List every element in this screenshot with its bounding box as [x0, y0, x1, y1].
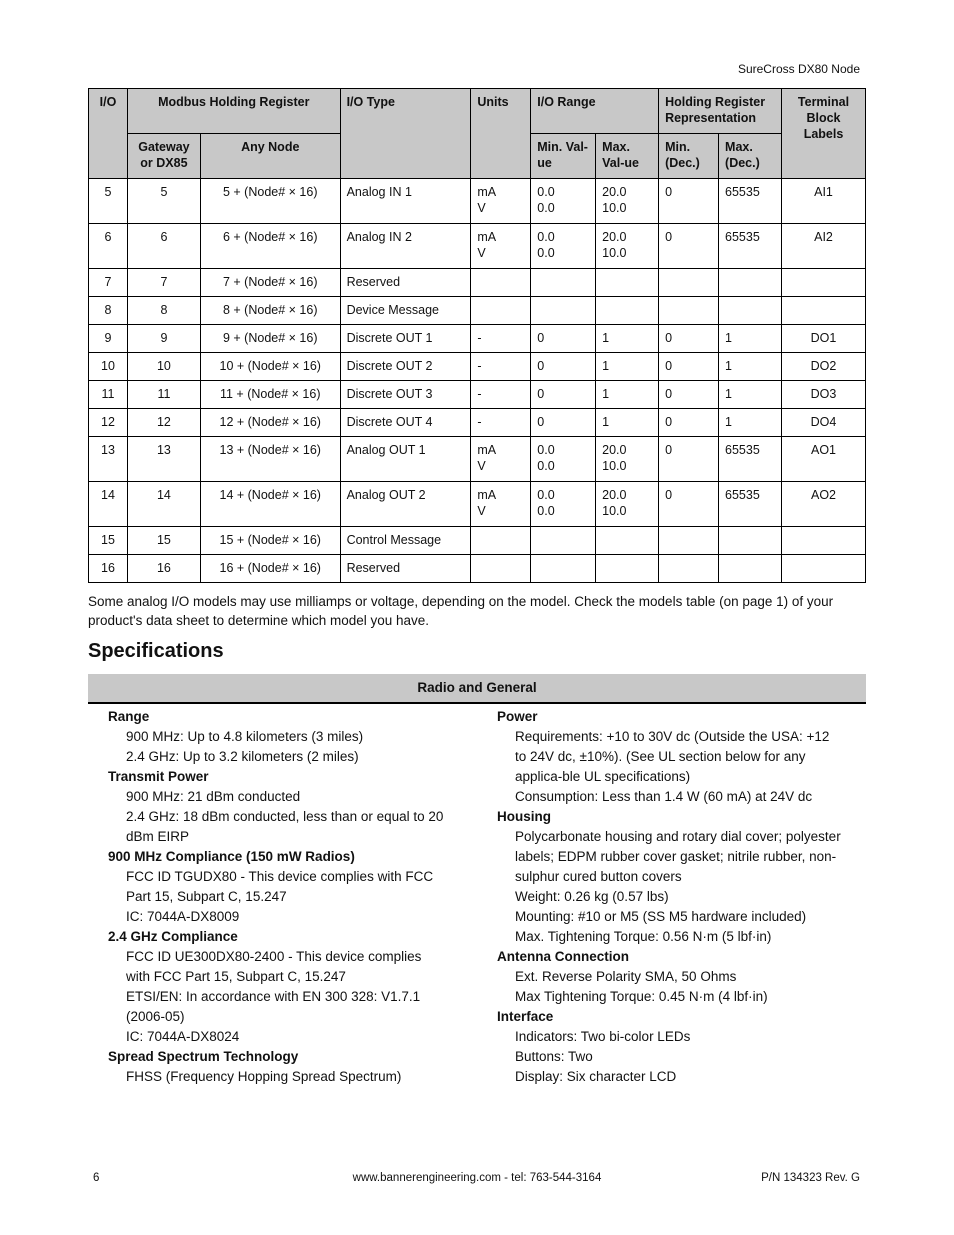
cell-terminal-label: [781, 555, 865, 583]
cell-max-dec: [719, 224, 782, 269]
cell-max-val-value: 20.0: [602, 488, 627, 502]
table-row: [89, 224, 866, 269]
cell-terminal-label: [781, 269, 865, 297]
cell-gateway-value: 10: [156, 359, 171, 373]
cell-io-value: 7: [104, 275, 112, 289]
cell-io-type: [340, 353, 471, 381]
table-row: [89, 297, 866, 325]
cell-gateway-value: 12: [156, 415, 171, 429]
cell-min-val-value: 0.0: [537, 185, 555, 199]
spec-line: Ext. Reverse Polarity SMA, 50 Ohms: [515, 969, 737, 984]
cell-any-node: [200, 179, 340, 224]
cell-min-val: [531, 555, 596, 583]
spec-heading: Transmit Power: [108, 769, 209, 784]
table-row: [89, 325, 866, 353]
cell-any-node-value: 15 + (Node# × 16): [219, 533, 321, 547]
cell-max-val: [596, 381, 659, 409]
cell-min-val: [531, 224, 596, 269]
cell-gateway-value: 13: [156, 443, 171, 457]
cell-io-type-value: Reserved: [346, 561, 401, 575]
cell-terminal-label-value: AI2: [814, 230, 833, 244]
cell-terminal-label: [781, 297, 865, 325]
cell-any-node: [200, 297, 340, 325]
cell-max-val-value: 1: [602, 359, 610, 373]
cell-min-dec-value: 0: [665, 359, 673, 373]
cell-terminal-label: [781, 527, 865, 555]
table-row: [89, 555, 866, 583]
cell-gateway: [127, 269, 200, 297]
spec-column-right: [497, 707, 842, 1087]
cell-gateway: [127, 555, 200, 583]
cell-min-dec: [659, 527, 719, 555]
cell-io-type: [340, 527, 471, 555]
cell-io: [89, 224, 128, 269]
cell-min-dec-value: 0: [665, 488, 673, 502]
cell-any-node-value: 12 + (Node# × 16): [219, 415, 321, 429]
cell-terminal-label-value: AI1: [814, 185, 833, 199]
cell-min-val-value: 0.0: [537, 488, 555, 502]
cell-min-val-value: 0: [537, 331, 545, 345]
cell-min-val-value: 0.0: [537, 443, 555, 457]
cell-any-node: [200, 269, 340, 297]
cell-io: [89, 179, 128, 224]
cell-io-type-value: Discrete OUT 4: [346, 415, 433, 429]
spec-heading: Range: [108, 709, 150, 724]
cell-max-dec-value: 1: [725, 387, 732, 401]
cell-gateway: [127, 409, 200, 437]
cell-min-val-value: 0.0: [537, 230, 555, 244]
cell-io-value: 14: [101, 488, 115, 502]
cell-min-val-value: 0: [537, 415, 545, 429]
cell-max-val-value: 10.0: [602, 201, 627, 215]
cell-max-val: [596, 409, 659, 437]
cell-io-value: 15: [101, 533, 115, 547]
running-header: SureCross DX80 Node: [737, 62, 860, 76]
spec-line: FHSS (Frequency Hopping Spread Spectrum): [126, 1069, 402, 1084]
cell-terminal-label-value: DO4: [810, 415, 837, 429]
col-header-gateway: Gateway or DX85: [127, 134, 200, 179]
col-header-any-node: Any Node: [200, 134, 340, 179]
cell-max-val: [596, 269, 659, 297]
spec-line: Display: Six character LCD: [515, 1069, 677, 1084]
cell-io-type: [340, 555, 471, 583]
cell-gateway: [127, 527, 200, 555]
section-title: Specifications: [88, 640, 224, 662]
cell-terminal-label: [781, 409, 865, 437]
cell-min-dec-value: 0: [665, 387, 673, 401]
cell-max-val: [596, 297, 659, 325]
cell-gateway: [127, 482, 200, 527]
cell-io-type-value: Analog IN 1: [346, 185, 412, 199]
spec-heading: 2.4 GHz Compliance: [108, 929, 238, 944]
cell-gateway: [127, 297, 200, 325]
spec-line: ETSI/EN: In accordance with EN 300 328: V1.7.1 (2006-05): [126, 989, 421, 1024]
cell-max-dec: [719, 555, 782, 583]
cell-terminal-label-value: AO1: [810, 443, 836, 457]
cell-any-node: [200, 409, 340, 437]
cell-any-node: [200, 224, 340, 269]
cell-min-val-value: 0: [537, 387, 545, 401]
cell-units-value: V: [477, 459, 486, 473]
spec-line: Weight: 0.26 kg (0.57 lbs): [515, 889, 669, 904]
cell-units: [471, 381, 531, 409]
cell-io-value: 12: [101, 415, 115, 429]
cell-min-dec: [659, 409, 719, 437]
cell-any-node: [200, 482, 340, 527]
cell-io-type: [340, 269, 471, 297]
cell-max-val-value: 1: [602, 331, 610, 345]
cell-max-dec: [719, 482, 782, 527]
col-header-io: I/O: [89, 89, 128, 179]
cell-units-value: V: [477, 246, 486, 260]
cell-io: [89, 527, 128, 555]
cell-min-dec: [659, 297, 719, 325]
cell-any-node-value: 14 + (Node# × 16): [219, 488, 321, 502]
spec-column-left: [108, 707, 448, 1087]
cell-io: [89, 353, 128, 381]
col-header-io-type: I/O Type: [340, 89, 471, 179]
cell-max-dec-value: 65535: [725, 488, 760, 502]
cell-min-dec: [659, 179, 719, 224]
cell-units-value: -: [477, 415, 482, 429]
cell-any-node: [200, 555, 340, 583]
cell-io-type-value: Control Message: [346, 533, 442, 547]
cell-max-dec: [719, 381, 782, 409]
cell-max-val-value: 10.0: [602, 246, 627, 260]
cell-units-value: V: [477, 504, 486, 518]
cell-max-dec-value: 65535: [725, 230, 760, 244]
cell-io: [89, 381, 128, 409]
cell-any-node-value: 5 + (Node# × 16): [222, 185, 318, 199]
cell-terminal-label-value: DO2: [810, 359, 837, 373]
cell-gateway: [127, 437, 200, 482]
cell-gateway-value: 5: [160, 185, 168, 199]
cell-io-type: [340, 409, 471, 437]
cell-max-val-value: 1: [602, 387, 610, 401]
cell-min-val: [531, 437, 596, 482]
spec-line: 2.4 GHz: Up to 3.2 kilometers (2 miles): [126, 749, 359, 764]
cell-units: [471, 353, 531, 381]
col-header-max-dec: Max. (Dec.): [719, 134, 782, 179]
cell-gateway-value: 16: [156, 561, 171, 575]
spec-line: Polycarbonate housing and rotary dial cover; polyester labels; EDPM rubber cover gasket; nitrile rubber, non-sulphur cured button covers: [515, 829, 841, 884]
cell-max-val: [596, 179, 659, 224]
cell-any-node-value: 8 + (Node# × 16): [222, 303, 318, 317]
cell-io: [89, 482, 128, 527]
col-header-terminal: Terminal Block Labels: [781, 89, 865, 179]
cell-max-val: [596, 224, 659, 269]
cell-gateway-value: 6: [160, 230, 168, 244]
cell-any-node: [200, 353, 340, 381]
cell-gateway-value: 11: [157, 387, 171, 401]
cell-io-type: [340, 297, 471, 325]
cell-units-value: mA: [477, 443, 497, 457]
cell-max-dec-value: 65535: [725, 185, 760, 199]
cell-max-val-value: 10.0: [602, 459, 627, 473]
cell-gateway: [127, 179, 200, 224]
cell-any-node-value: 10 + (Node# × 16): [219, 359, 321, 373]
spec-line: Indicators: Two bi-color LEDs: [515, 1029, 691, 1044]
cell-io: [89, 297, 128, 325]
cell-max-dec: [719, 353, 782, 381]
cell-min-dec: [659, 381, 719, 409]
cell-units: [471, 555, 531, 583]
cell-terminal-label: [781, 381, 865, 409]
cell-any-node-value: 7 + (Node# × 16): [222, 275, 318, 289]
cell-min-dec: [659, 353, 719, 381]
cell-max-dec: [719, 269, 782, 297]
cell-min-val: [531, 409, 596, 437]
spec-line: 900 MHz: Up to 4.8 kilometers (3 miles): [126, 729, 364, 744]
cell-io-value: 16: [101, 561, 115, 575]
table-row: [89, 482, 866, 527]
spec-line: Mounting: #10 or M5 (SS M5 hardware included): [515, 909, 807, 924]
cell-min-dec-value: 0: [665, 230, 673, 244]
cell-any-node-value: 9 + (Node# × 16): [222, 331, 318, 345]
cell-io-type-value: Discrete OUT 1: [346, 331, 433, 345]
col-header-units: Units: [471, 89, 531, 179]
cell-max-val-value: 10.0: [602, 504, 627, 518]
spec-line: IC: 7044A-DX8024: [126, 1029, 240, 1044]
cell-max-val: [596, 527, 659, 555]
cell-io-type: [340, 179, 471, 224]
cell-io-type-value: Discrete OUT 2: [346, 359, 433, 373]
cell-units-value: mA: [477, 230, 497, 244]
cell-gateway: [127, 325, 200, 353]
cell-any-node: [200, 325, 340, 353]
cell-io-value: 5: [104, 185, 112, 199]
cell-io-value: 10: [101, 359, 115, 373]
spec-heading: Spread Spectrum Technology: [108, 1049, 299, 1064]
spec-line: IC: 7044A-DX8009: [126, 909, 240, 924]
cell-min-dec: [659, 437, 719, 482]
cell-io-type-value: Analog OUT 2: [346, 488, 426, 502]
table-row: [89, 381, 866, 409]
cell-io: [89, 555, 128, 583]
cell-io: [89, 325, 128, 353]
cell-units: [471, 297, 531, 325]
cell-min-val-value: 0.0: [537, 504, 555, 518]
cell-max-dec-value: 65535: [725, 443, 760, 457]
cell-max-dec: [719, 437, 782, 482]
cell-min-dec: [659, 325, 719, 353]
cell-terminal-label: [781, 224, 865, 269]
cell-units: [471, 269, 531, 297]
cell-units: [471, 409, 531, 437]
cell-units: [471, 437, 531, 482]
table-row: [89, 269, 866, 297]
cell-max-val: [596, 482, 659, 527]
page-number: 6: [93, 1172, 100, 1184]
cell-any-node-value: 11 + (Node# × 16): [219, 387, 321, 401]
spec-heading: Housing: [497, 809, 551, 824]
cell-min-val: [531, 482, 596, 527]
cell-min-val: [531, 269, 596, 297]
cell-min-val: [531, 179, 596, 224]
cell-io-type: [340, 437, 471, 482]
spec-line: Buttons: Two: [515, 1049, 593, 1064]
col-header-holding-rep: Holding Register Representation: [659, 89, 782, 134]
cell-max-val-value: 20.0: [602, 230, 627, 244]
cell-min-dec: [659, 482, 719, 527]
cell-max-dec-value: 1: [725, 359, 732, 373]
cell-min-dec-value: 0: [665, 185, 673, 199]
io-register-table: [88, 88, 866, 583]
cell-units: [471, 179, 531, 224]
spec-category-bar: Radio and General: [88, 674, 866, 704]
cell-any-node: [200, 437, 340, 482]
col-header-io-range: I/O Range: [531, 89, 659, 134]
cell-terminal-label: [781, 353, 865, 381]
cell-gateway: [127, 381, 200, 409]
table-row: [89, 527, 866, 555]
cell-units-value: V: [477, 201, 486, 215]
cell-units-value: mA: [477, 185, 497, 199]
cell-io: [89, 409, 128, 437]
cell-io-type-value: Discrete OUT 3: [346, 387, 433, 401]
cell-max-val-value: 20.0: [602, 443, 627, 457]
cell-gateway-value: 9: [160, 331, 168, 345]
col-header-min-dec: Min. (Dec.): [659, 134, 719, 179]
cell-max-dec: [719, 179, 782, 224]
cell-io: [89, 437, 128, 482]
cell-units: [471, 482, 531, 527]
cell-terminal-label-value: DO3: [810, 387, 837, 401]
spec-heading: Power: [497, 709, 538, 724]
cell-io-type: [340, 381, 471, 409]
cell-terminal-label: [781, 179, 865, 224]
cell-any-node: [200, 381, 340, 409]
col-header-modbus: Modbus Holding Register: [127, 89, 340, 134]
spec-line: Max. Tightening Torque: 0.56 N·m (5 lbf·in): [515, 929, 772, 944]
cell-terminal-label: [781, 482, 865, 527]
cell-max-dec-value: 1: [725, 415, 732, 429]
table-row: [89, 409, 866, 437]
cell-any-node: [200, 527, 340, 555]
table-row: [89, 353, 866, 381]
cell-min-dec-value: 0: [665, 415, 673, 429]
cell-gateway-value: 15: [156, 533, 171, 547]
cell-min-val: [531, 381, 596, 409]
cell-min-val-value: 0.0: [537, 201, 555, 215]
cell-io-value: 6: [104, 230, 112, 244]
cell-max-dec-value: 1: [725, 331, 732, 345]
cell-any-node-value: 16 + (Node# × 16): [219, 561, 321, 575]
table-row: [89, 437, 866, 482]
cell-min-dec: [659, 269, 719, 297]
cell-io-type: [340, 482, 471, 527]
col-header-max-val: Max. Val-ue: [596, 134, 659, 179]
spec-line: 2.4 GHz: 18 dBm conducted, less than or equal to 20 dBm EIRP: [126, 809, 444, 844]
spec-line: Max Tightening Torque: 0.45 N·m (4 lbf·in): [515, 989, 768, 1004]
cell-io-type: [340, 224, 471, 269]
cell-min-val: [531, 297, 596, 325]
cell-io-type-value: Analog IN 2: [346, 230, 412, 244]
spec-heading: Antenna Connection: [497, 949, 629, 964]
col-header-min-val: Min. Val-ue: [531, 134, 596, 179]
cell-io-type-value: Reserved: [346, 275, 401, 289]
cell-units-value: -: [477, 331, 482, 345]
cell-max-val-value: 20.0: [602, 185, 627, 199]
cell-min-val: [531, 325, 596, 353]
spec-heading: 900 MHz Compliance (150 mW Radios): [108, 849, 355, 864]
cell-gateway: [127, 353, 200, 381]
cell-gateway-value: 8: [160, 303, 168, 317]
cell-min-val: [531, 527, 596, 555]
cell-gateway: [127, 224, 200, 269]
cell-io-type: [340, 325, 471, 353]
cell-min-val-value: 0: [537, 359, 545, 373]
cell-io-value: 8: [104, 303, 112, 317]
cell-io-value: 9: [104, 331, 112, 345]
cell-max-val: [596, 555, 659, 583]
cell-max-dec: [719, 297, 782, 325]
cell-gateway-value: 7: [160, 275, 168, 289]
cell-io-type-value: Analog OUT 1: [346, 443, 426, 457]
cell-terminal-label-value: DO1: [810, 331, 837, 345]
cell-units: [471, 224, 531, 269]
cell-io-value: 13: [101, 443, 115, 457]
cell-min-val-value: 0.0: [537, 246, 555, 260]
cell-terminal-label: [781, 437, 865, 482]
cell-units: [471, 527, 531, 555]
cell-units-value: -: [477, 387, 482, 401]
cell-min-val-value: 0.0: [537, 459, 555, 473]
cell-min-dec: [659, 224, 719, 269]
cell-terminal-label-value: AO2: [810, 488, 836, 502]
cell-any-node-value: 6 + (Node# × 16): [222, 230, 318, 244]
cell-min-val: [531, 353, 596, 381]
cell-units-value: mA: [477, 488, 497, 502]
cell-io-type-value: Device Message: [346, 303, 439, 317]
cell-io: [89, 269, 128, 297]
spec-line: Requirements: +10 to 30V dc (Outside the USA: +12 to 24V dc, ±10%). (See UL section below for any applica-ble UL specifications): [515, 729, 830, 784]
footer-contact: www.bannerengineering.com - tel: 763-544-3164: [352, 1172, 602, 1184]
cell-min-dec-value: 0: [665, 331, 673, 345]
spec-line: 900 MHz: 21 dBm conducted: [126, 789, 301, 804]
cell-min-dec: [659, 555, 719, 583]
table-row: [89, 179, 866, 224]
cell-max-dec: [719, 409, 782, 437]
cell-any-node-value: 13 + (Node# × 16): [219, 443, 321, 457]
cell-gateway-value: 14: [156, 488, 171, 502]
cell-max-val: [596, 437, 659, 482]
cell-min-dec-value: 0: [665, 443, 673, 457]
analog-model-note: Some analog I/O models may use milliamps or voltage, depending on the model. Check the models table (on page 1) of your product's data sheet to determine which model you have.: [88, 594, 834, 628]
cell-units: [471, 325, 531, 353]
spec-line: Consumption: Less than 1.4 W (60 mA) at 24V dc: [515, 789, 813, 804]
spec-line: FCC ID TGUDX80 - This device complies with FCC Part 15, Subpart C, 15.247: [126, 869, 434, 904]
cell-max-val: [596, 325, 659, 353]
spec-heading: Interface: [497, 1009, 554, 1024]
spec-line: FCC ID UE300DX80-2400 - This device complies with FCC Part 15, Subpart C, 15.247: [126, 949, 422, 984]
cell-max-val-value: 1: [602, 415, 610, 429]
part-number: P/N 134323 Rev. G: [761, 1172, 860, 1184]
cell-max-dec: [719, 325, 782, 353]
cell-terminal-label: [781, 325, 865, 353]
cell-io-value: 11: [101, 387, 115, 401]
cell-units-value: -: [477, 359, 482, 373]
cell-max-dec: [719, 527, 782, 555]
cell-max-val: [596, 353, 659, 381]
